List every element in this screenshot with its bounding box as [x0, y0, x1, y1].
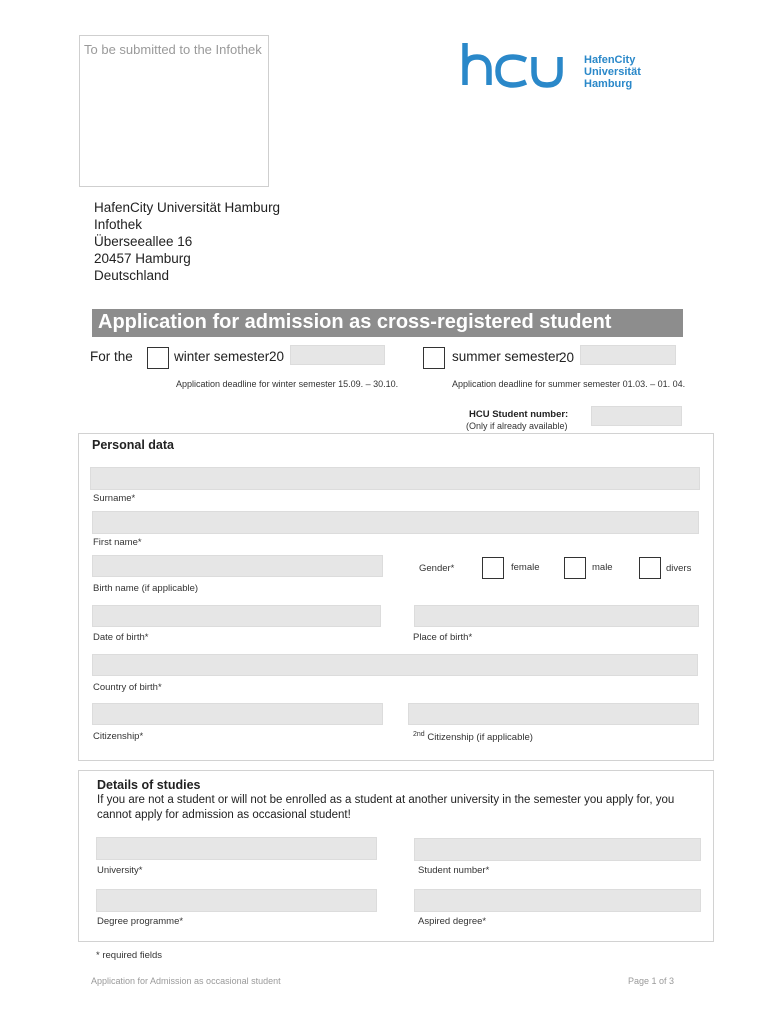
page-number: Page 1 of 3 — [628, 976, 675, 986]
page-title: Application for admission as cross-registered student — [98, 311, 612, 333]
birth-name-field[interactable] — [92, 555, 383, 577]
surname-label: Surname* — [93, 493, 136, 504]
submission-note: To be submitted to the Infothek — [84, 42, 262, 57]
address-line: 20457 Hamburg — [94, 251, 191, 266]
university-field[interactable] — [96, 837, 377, 860]
place-of-birth-field[interactable] — [414, 605, 699, 627]
student-number-label: HCU Student number: — [469, 409, 569, 420]
studies-heading: Details of studies — [97, 778, 201, 792]
second-citizenship-label: $^{2nd}$ Citizenship (if applicable) — [413, 731, 533, 744]
second-citizenship-field[interactable] — [408, 703, 699, 725]
for-the-label: For the — [90, 349, 133, 364]
date-of-birth-label: Date of birth* — [93, 632, 149, 643]
studies-note: If you are not a student or will not be enrolled as a student at another university in the semester you apply for, you cannot apply for admission as occasional student! — [97, 794, 675, 821]
address-line: Infothek — [94, 217, 143, 232]
required-fields-note: * required fields — [96, 950, 163, 961]
winter-semester-label: winter semester — [174, 349, 270, 364]
winter-year-prefix: 20 — [269, 349, 285, 364]
surname-field[interactable] — [90, 467, 700, 490]
aspired-degree-field[interactable] — [414, 889, 701, 912]
gender-female-label: female — [511, 562, 540, 573]
summer-semester-checkbox[interactable] — [423, 347, 445, 369]
country-of-birth-field[interactable] — [92, 654, 698, 676]
summer-semester-label: summer semester — [452, 349, 561, 364]
study-student-number-field[interactable] — [414, 838, 701, 861]
gender-female-checkbox[interactable] — [482, 557, 504, 579]
submission-box — [79, 35, 269, 187]
study-student-number-label: Student number* — [418, 865, 490, 876]
gender-label: Gender* — [419, 563, 455, 574]
university-label: University* — [97, 865, 143, 876]
personal-data-heading: Personal data — [92, 438, 174, 452]
gender-male-checkbox[interactable] — [564, 557, 586, 579]
summer-year-prefix: 20 — [559, 350, 575, 365]
address-line: Überseeallee 16 — [94, 234, 193, 249]
gender-divers-label: divers — [666, 563, 692, 574]
first-name-field[interactable] — [92, 511, 699, 534]
date-of-birth-field[interactable] — [92, 605, 381, 627]
summer-deadline: Application deadline for summer semester 01.03. – 01. 04. — [452, 379, 686, 389]
logo-line-1: HafenCity — [584, 54, 636, 66]
winter-semester-checkbox[interactable] — [147, 347, 169, 369]
hcu-logo — [460, 40, 660, 95]
address-line: HafenCity Universität Hamburg — [94, 200, 281, 215]
country-of-birth-label: Country of birth* — [93, 682, 162, 693]
recipient-address — [94, 199, 280, 284]
winter-year-field[interactable] — [290, 345, 385, 365]
place-of-birth-label: Place of birth* — [413, 632, 473, 643]
citizenship-field[interactable] — [92, 703, 383, 725]
birth-name-label: Birth name (if applicable) — [93, 583, 199, 594]
hcu-logo-mark — [460, 40, 660, 95]
winter-deadline: Application deadline for winter semester 15.09. – 30.10. — [176, 379, 399, 389]
logo-line-2: Universität — [584, 66, 641, 78]
degree-programme-field[interactable] — [96, 889, 377, 912]
address-line: Deutschland — [94, 268, 170, 283]
citizenship-label: Citizenship* — [93, 731, 144, 742]
first-name-label: First name* — [93, 537, 142, 548]
gender-divers-checkbox[interactable] — [639, 557, 661, 579]
student-number-hint: (Only if already available) — [466, 421, 568, 431]
footer-title: Application for Admission as occasional student — [91, 976, 281, 986]
student-number-field[interactable] — [591, 406, 682, 426]
aspired-degree-label: Aspired degree* — [418, 916, 487, 927]
degree-programme-label: Degree programme* — [97, 916, 184, 927]
logo-line-3: Hamburg — [584, 78, 633, 90]
summer-year-field[interactable] — [580, 345, 676, 365]
gender-male-label: male — [592, 562, 613, 573]
